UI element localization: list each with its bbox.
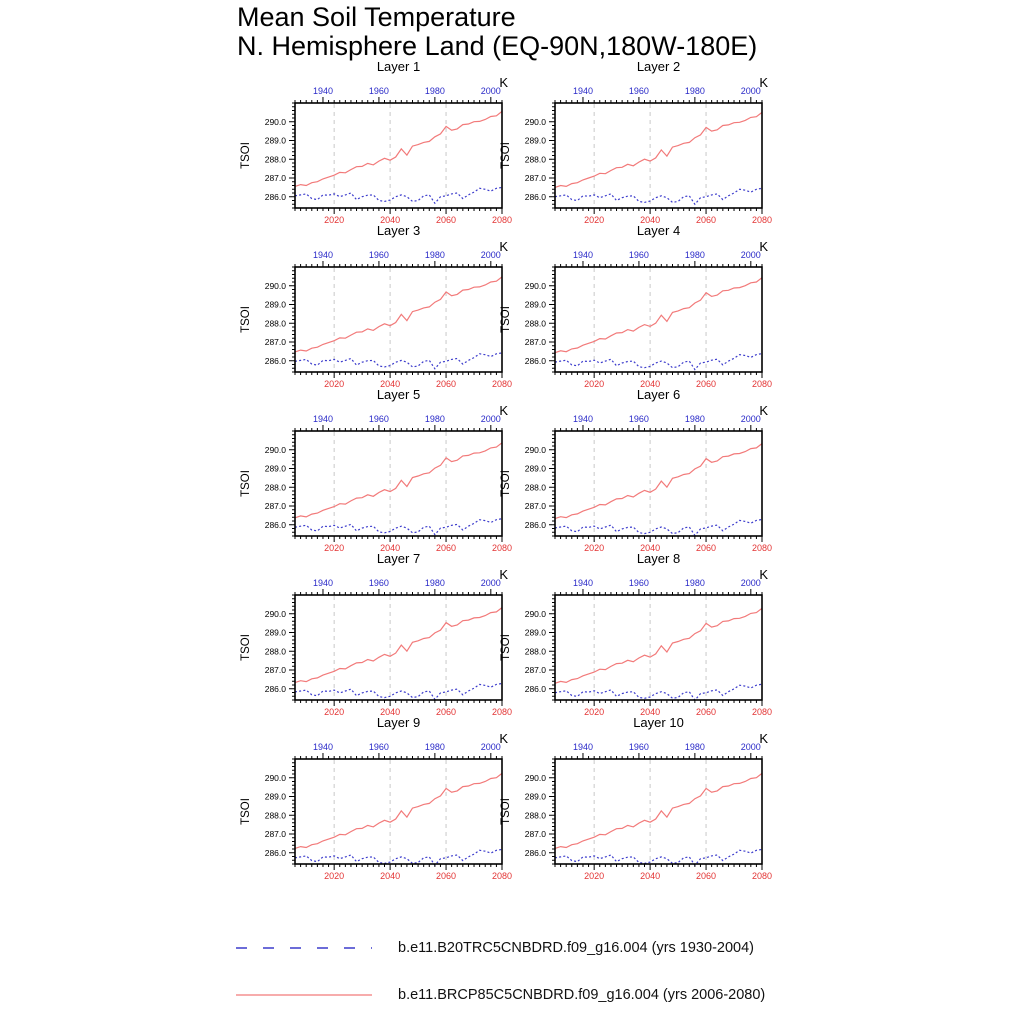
top-axis-label: 1980: [424, 742, 445, 752]
series-historical-line: [555, 849, 762, 865]
y-axis-label: 288.0: [524, 482, 546, 493]
top-axis-label: 1980: [424, 414, 445, 424]
bottom-axis-label: 2040: [380, 871, 401, 881]
top-axis-label: 1980: [424, 578, 445, 588]
unit-label: K: [499, 239, 508, 254]
top-axis-label: 1940: [312, 578, 333, 588]
legend-label-historical: b.e11.B20TRC5CNBDRD.f09_g16.004 (yrs 1930-2004): [398, 940, 754, 956]
y-axis-label: 286.0: [524, 683, 546, 694]
bottom-axis-label: 2080: [491, 871, 513, 881]
y-axis-label: 288.0: [264, 154, 286, 165]
legend-line-solid-red: [234, 989, 374, 1001]
top-axis-label: 1980: [424, 86, 445, 96]
y-axis-label: 286.0: [264, 683, 286, 694]
bottom-axis-label: 2060: [696, 707, 717, 717]
series-rcp85-line: [295, 111, 502, 186]
series-rcp85-line: [295, 773, 502, 848]
bottom-axis-label: 2040: [380, 215, 401, 225]
bottom-axis-label: 2020: [324, 871, 345, 881]
plot-frame: [295, 103, 502, 208]
y-axis-title: TSOI: [240, 142, 252, 169]
y-axis-label: 286.0: [524, 847, 546, 858]
top-axis-label: 1960: [628, 86, 649, 96]
unit-label: K: [759, 403, 768, 418]
legend-label-rcp85: b.e11.BRCP85C5CNBDRD.f09_g16.004 (yrs 2006-2080): [398, 987, 766, 1003]
bottom-axis-label: 2040: [640, 379, 661, 389]
series-rcp85-line: [555, 444, 762, 519]
y-axis-title: TSOI: [240, 798, 252, 825]
series-rcp85-line: [295, 443, 502, 518]
bottom-axis-label: 2020: [324, 379, 345, 389]
bottom-axis-label: 2080: [491, 707, 513, 717]
top-axis-label: 1960: [368, 414, 389, 424]
bottom-axis-label: 2080: [751, 379, 773, 389]
top-axis-label: 2000: [480, 414, 501, 424]
top-axis-label: 1940: [572, 578, 593, 588]
top-axis-label: 1980: [424, 250, 445, 260]
bottom-axis-label: 2080: [491, 543, 513, 553]
y-axis-label: 290.0: [524, 444, 546, 455]
y-axis-label: 286.0: [524, 355, 546, 366]
top-axis-label: 2000: [480, 250, 501, 260]
series-rcp85-line: [295, 608, 502, 683]
y-axis-title: TSOI: [240, 470, 252, 497]
y-axis-label: 287.0: [524, 665, 546, 675]
y-axis-label: 289.0: [264, 299, 286, 310]
y-axis-label: 286.0: [264, 847, 286, 858]
series-historical-line: [295, 849, 502, 865]
y-axis-label: 289.0: [524, 627, 546, 638]
top-axis-label: 1980: [684, 414, 705, 424]
top-axis-label: 1940: [312, 86, 333, 96]
y-axis-label: 286.0: [524, 191, 546, 202]
y-axis-title: TSOI: [240, 634, 252, 661]
bottom-axis-label: 2020: [324, 543, 345, 553]
series-rcp85-line: [555, 278, 762, 353]
unit-label: K: [759, 239, 768, 254]
top-axis-label: 2000: [740, 414, 761, 424]
top-axis-label: 1940: [312, 414, 333, 424]
top-axis-label: 2000: [740, 742, 761, 752]
top-axis-label: 1980: [684, 578, 705, 588]
unit-label: K: [499, 567, 508, 582]
series-historical-line: [555, 684, 762, 700]
top-axis-label: 1960: [628, 742, 649, 752]
top-axis-label: 1960: [368, 250, 389, 260]
unit-label: K: [499, 731, 508, 746]
top-axis-label: 1980: [684, 250, 705, 260]
y-axis-title: TSOI: [500, 470, 512, 497]
y-axis-label: 286.0: [264, 519, 286, 530]
bottom-axis-label: 2020: [584, 379, 605, 389]
y-axis-label: 287.0: [264, 829, 286, 839]
y-axis-label: 290.0: [524, 772, 546, 783]
series-historical-line: [555, 520, 762, 536]
y-axis-title: TSOI: [500, 634, 512, 661]
y-axis-label: 287.0: [524, 173, 546, 183]
y-axis-label: 290.0: [524, 116, 546, 127]
bottom-axis-label: 2020: [584, 707, 605, 717]
top-axis-label: 1960: [368, 86, 389, 96]
top-axis-label: 1940: [312, 742, 333, 752]
figure-title: Mean Soil Temperature: [237, 2, 516, 32]
y-axis-title: TSOI: [500, 142, 512, 169]
y-axis-label: 289.0: [524, 463, 546, 474]
y-axis-label: 288.0: [524, 810, 546, 821]
bottom-axis-label: 2040: [380, 707, 401, 717]
bottom-axis-label: 2060: [696, 379, 717, 389]
y-axis-label: 289.0: [264, 463, 286, 474]
y-axis-label: 288.0: [524, 646, 546, 657]
panel-title: Layer 4: [636, 223, 681, 238]
top-axis-label: 1980: [684, 86, 705, 96]
y-axis-label: 290.0: [264, 772, 286, 783]
panel-title: Layer 1: [376, 59, 421, 74]
bottom-axis-label: 2060: [436, 871, 457, 881]
y-axis-label: 287.0: [264, 501, 286, 511]
y-axis-label: 289.0: [264, 791, 286, 802]
plot-frame: [555, 103, 762, 208]
top-axis-label: 1960: [628, 578, 649, 588]
panel-title: Layer 10: [633, 715, 684, 730]
unit-label: K: [759, 567, 768, 582]
y-axis-label: 287.0: [264, 337, 286, 347]
bottom-axis-label: 2040: [640, 707, 661, 717]
series-historical-line: [295, 187, 502, 203]
y-axis-title: TSOI: [500, 306, 512, 333]
y-axis-label: 286.0: [264, 191, 286, 202]
panel-title: Layer 7: [376, 551, 421, 566]
y-axis-label: 286.0: [524, 519, 546, 530]
bottom-axis-label: 2020: [324, 707, 345, 717]
y-axis-title: TSOI: [500, 798, 512, 825]
y-axis-label: 287.0: [524, 501, 546, 511]
bottom-axis-label: 2080: [751, 543, 773, 553]
bottom-axis-label: 2040: [640, 215, 661, 225]
legend-entry-rcp85: [234, 987, 765, 1003]
bottom-axis-label: 2020: [584, 543, 605, 553]
top-axis-label: 1960: [628, 414, 649, 424]
unit-label: K: [499, 75, 508, 90]
bottom-axis-label: 2060: [436, 707, 457, 717]
bottom-axis-label: 2060: [436, 379, 457, 389]
plot-frame: [295, 595, 502, 700]
bottom-axis-label: 2040: [640, 871, 661, 881]
bottom-axis-label: 2080: [491, 215, 513, 225]
bottom-axis-label: 2020: [584, 871, 605, 881]
y-axis-label: 286.0: [264, 355, 286, 366]
top-axis-label: 1960: [368, 742, 389, 752]
bottom-axis-label: 2020: [584, 215, 605, 225]
y-axis-label: 288.0: [264, 810, 286, 821]
y-axis-label: 290.0: [264, 444, 286, 455]
figure-subtitle: N. Hemisphere Land (EQ-90N,180W-180E): [237, 31, 758, 61]
bottom-axis-label: 2040: [380, 379, 401, 389]
bottom-axis-label: 2040: [640, 543, 661, 553]
y-axis-label: 289.0: [524, 135, 546, 146]
bottom-axis-label: 2060: [696, 215, 717, 225]
top-axis-label: 2000: [740, 250, 761, 260]
y-axis-label: 288.0: [264, 482, 286, 493]
series-historical-line: [295, 353, 502, 369]
top-axis-label: 1940: [572, 250, 593, 260]
y-axis-label: 287.0: [524, 829, 546, 839]
y-axis-label: 287.0: [264, 665, 286, 675]
top-axis-label: 1940: [572, 86, 593, 96]
series-historical-line: [555, 354, 762, 370]
top-axis-label: 1940: [572, 414, 593, 424]
series-rcp85-line: [555, 112, 762, 187]
bottom-axis-label: 2060: [436, 215, 457, 225]
panel-title: Layer 6: [636, 387, 681, 402]
y-axis-label: 290.0: [524, 280, 546, 291]
panel-title: Layer 3: [376, 223, 421, 238]
y-axis-title: TSOI: [240, 306, 252, 333]
series-historical-line: [295, 519, 502, 535]
y-axis-label: 289.0: [524, 791, 546, 802]
y-axis-label: 287.0: [524, 337, 546, 347]
bottom-axis-label: 2060: [696, 543, 717, 553]
bottom-axis-label: 2080: [751, 707, 773, 717]
bottom-axis-label: 2020: [324, 215, 345, 225]
plot-frame: [555, 759, 762, 864]
series-rcp85-line: [555, 773, 762, 848]
y-axis-label: 289.0: [264, 627, 286, 638]
unit-label: K: [759, 75, 768, 90]
top-axis-label: 1960: [628, 250, 649, 260]
y-axis-label: 289.0: [264, 135, 286, 146]
legend-entry-historical: [234, 940, 754, 956]
y-axis-label: 290.0: [264, 116, 286, 127]
series-historical-line: [295, 684, 502, 700]
series-rcp85-line: [555, 608, 762, 683]
bottom-axis-label: 2060: [436, 543, 457, 553]
legend-line-dashed-blue: [234, 942, 374, 954]
bottom-axis-label: 2080: [491, 379, 513, 389]
plot-frame: [555, 595, 762, 700]
y-axis-label: 288.0: [524, 318, 546, 329]
y-axis-label: 287.0: [264, 173, 286, 183]
top-axis-label: 2000: [480, 742, 501, 752]
plot-frame: [555, 431, 762, 536]
bottom-axis-label: 2080: [751, 871, 773, 881]
panel-title: Layer 5: [376, 387, 421, 402]
top-axis-label: 1940: [572, 742, 593, 752]
top-axis-label: 2000: [480, 578, 501, 588]
top-axis-label: 2000: [740, 578, 761, 588]
bottom-axis-label: 2040: [380, 543, 401, 553]
series-rcp85-line: [295, 277, 502, 352]
plot-frame: [295, 759, 502, 864]
y-axis-label: 290.0: [264, 608, 286, 619]
unit-label: K: [499, 403, 508, 418]
y-axis-label: 288.0: [264, 646, 286, 657]
y-axis-label: 290.0: [524, 608, 546, 619]
panel-title: Layer 8: [636, 551, 681, 566]
top-axis-label: 2000: [480, 86, 501, 96]
bottom-axis-label: 2080: [751, 215, 773, 225]
top-axis-label: 2000: [740, 86, 761, 96]
y-axis-label: 288.0: [264, 318, 286, 329]
y-axis-label: 290.0: [264, 280, 286, 291]
top-axis-label: 1940: [312, 250, 333, 260]
panel-title: Layer 9: [376, 715, 421, 730]
y-axis-label: 288.0: [524, 154, 546, 165]
bottom-axis-label: 2060: [696, 871, 717, 881]
series-historical-line: [555, 188, 762, 204]
top-axis-label: 1960: [368, 578, 389, 588]
y-axis-label: 289.0: [524, 299, 546, 310]
top-axis-label: 1980: [684, 742, 705, 752]
unit-label: K: [759, 731, 768, 746]
panel-title: Layer 2: [636, 59, 681, 74]
